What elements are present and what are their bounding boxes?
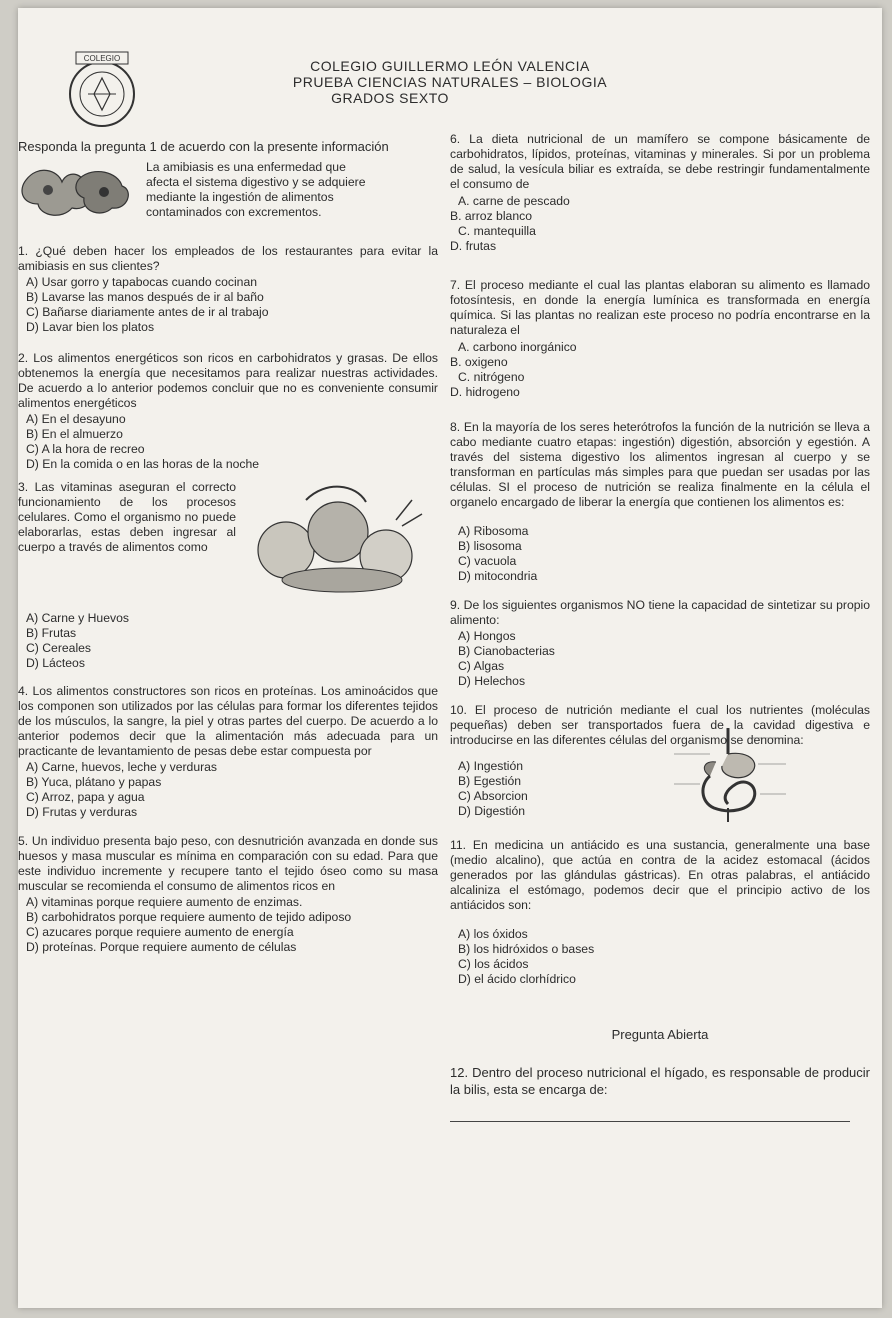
q11-option-b[interactable]: B) los hidróxidos o bases [458,942,595,956]
school-name: COLEGIO GUILLERMO LEÓN VALENCIA [310,58,590,74]
question-10 [450,703,870,824]
q7-option-b[interactable]: B. oxigeno [450,355,508,369]
q5-option-b[interactable]: B) carbohidratos porque requiere aumento de tejido adiposo [26,910,352,924]
question-6 [450,132,870,254]
q5-option-a[interactable]: A) vitaminas porque requiere aumento de enzimas. [26,895,303,909]
q2-option-d[interactable]: D) En la comida o en las horas de la noche [26,457,260,471]
q8-option-b[interactable]: B) lisosoma [458,539,522,553]
q8-option-c[interactable]: C) vacuola [458,554,517,568]
q9-option-c[interactable]: C) Algas [458,659,505,673]
amebiasis-block [18,160,438,222]
q1-option-b[interactable]: B) Lavarse las manos después de ir al baño [26,290,264,304]
question-4 [18,684,438,820]
question-6-text: 6. La dieta nutricional de un mamífero se compone básicamente de carbohidratos, lípidos, proteínas, vitaminas y minerales. Si por un problema de salud, la vesícula biliar es extraída, se debe restringir fundamentalmente el consumo de [450,132,870,191]
fruits-illustration [246,480,432,600]
q5-option-d[interactable]: D) proteínas. Porque requiere aumento de células [26,940,297,954]
q11-option-a[interactable]: A) los óxidos [458,927,528,941]
question-9-text: 9. De los siguientes organismos NO tiene la capacidad de sintetizar su propio alimento: [450,598,870,627]
question-5-text: 5. Un individuo presenta bajo peso, con desnutrición avanzada en donde sus huesos y masa muscular es mínima en comparación con su edad. Para que este individuo incremente y recupere tanto el tejido óseo como su masa muscular se recomienda el consumo de alimentos ricos en [18,834,438,893]
question-11-text: 11. En medicina un antiácido es una sustancia, generalmente una base (medio alcalino), que actúa en contra de la acidez estomacal (ácidos generados por las glándulas gástricas). En otras palabras, el antiácido alcaliniza el estómago, podemos decir que el principio activo de los antiácidos son: [450,838,870,912]
amoeba-illustration [18,160,138,222]
question-3-text: 3. Las vitaminas aseguran el correcto funcionamiento de los procesos celulares. Como el organismo no puede elaborarlas, estas deben ingresar al cuerpo a través de alimentos como [18,480,236,554]
right-column [450,132,870,1122]
q4-option-c[interactable]: C) Arroz, papa y agua [26,790,145,804]
q6-option-d[interactable]: D. frutas [450,239,497,253]
q4-option-d[interactable]: D) Frutas y verduras [26,805,138,819]
question-2 [18,351,438,472]
q5-option-c[interactable]: C) azucares porque requiere aumento de energía [26,925,294,939]
question-9 [450,598,870,689]
question-12-text: 12. Dentro del proceso nutricional el hígado, es responsable de producir la bilis, esta se encarga de: [450,1065,870,1097]
q1-option-a[interactable]: A) Usar gorro y tapabocas cuando cocinan [26,275,258,289]
answer-line[interactable] [450,1120,850,1122]
q8-option-a[interactable]: A) Ribosoma [458,524,529,538]
q7-option-d[interactable]: D. hidrogeno [450,385,520,399]
exam-title: PRUEBA CIENCIAS NATURALES – BIOLOGIA [292,74,608,90]
q10-option-b[interactable]: B) Egestión [458,774,522,788]
q9-option-a[interactable]: A) Hongos [458,629,516,643]
q9-option-b[interactable]: B) Cianobacterias [458,644,555,658]
q3-option-b[interactable]: B) Frutas [26,626,77,640]
q7-option-a[interactable]: A. carbono inorgánico [458,340,577,354]
question-5 [18,834,438,955]
question-8 [450,420,870,584]
q3-option-c[interactable]: C) Cereales [26,641,92,655]
q11-option-c[interactable]: C) los ácidos [458,957,529,971]
q2-option-b[interactable]: B) En el almuerzo [26,427,123,441]
q8-option-d[interactable]: D) mitocondria [458,569,538,583]
q10-option-c[interactable]: C) Absorcion [458,789,528,803]
question-7-text: 7. El proceso mediante el cual las plantas elaboran su alimento es llamado fotosíntesis, en donde la energía lumínica es transformada en energía química. Si las plantas no realizan este proceso no podría encontrarse en la naturaleza el [450,278,870,337]
digestive-system-illustration [670,724,790,824]
open-question-title: Pregunta Abierta [611,1027,709,1042]
question-11 [450,838,870,987]
exam-page [18,8,882,1308]
q3-option-a[interactable]: A) Carne y Huevos [26,611,129,625]
q6-option-c[interactable]: C. mantequilla [458,224,536,238]
instruction-text: Responda la pregunta 1 de acuerdo con la presente información [18,139,389,154]
question-2-text: 2. Los alimentos energéticos son ricos en carbohidratos y grasas. De ellos obtenemos la energía que necesitamos para realizar nuestras actividades. De acuerdo a lo anterior podemos concluir que no es conveniente consumir alimentos energéticos [18,351,438,410]
q9-option-d[interactable]: D) Helechos [458,674,526,688]
q7-option-c[interactable]: C. nitrógeno [458,370,525,384]
question-8-text: 8. En la mayoría de los seres heterótrofos la función de la nutrición se lleva a cabo mediante cuatro etapas: ingestión) digestión, absorción y egestión. A través del sistema digestivo los alimentos ingresan al cuerpo y se transforman en partículas más simples para que puedan ser usadas por las células. SI el proceso de nutrición se realiza finalmente en la célula el organelo encargado de liberar la energía que contienen los alimentos es: [450,420,870,509]
q2-option-c[interactable]: C) A la hora de recreo [26,442,145,456]
q6-option-b[interactable]: B. arroz blanco [450,209,532,223]
q1-option-c[interactable]: C) Bañarse diariamente antes de ir al trabajo [26,305,269,319]
question-1 [18,244,438,335]
question-10-text: 10. El proceso de nutrición mediante el cual los nutrientes (moléculas pequeñas) deben ser transportados fuera de la cavidad digestiva e introducirse en las diferentes células del organismo se denomina: [450,703,870,747]
q6-option-a[interactable]: A. carne de pescado [458,194,570,208]
logo-banner-text: COLEGIO [83,54,121,63]
question-4-text: 4. Los alimentos constructores son ricos en proteínas. Los aminoácidos que los componen son utilizados por las células para formar los diferentes tejidos de los músculos, la sangre, la piel y otras partes del cuerpo. De acuerdo a lo anterior podemos decir que la alimentación más adecuada para un practicante de levantamiento de pesas debe estar compuesta por [18,684,438,758]
q4-option-b[interactable]: B) Yuca, plátano y papas [26,775,162,789]
q4-option-a[interactable]: A) Carne, huevos, leche y verduras [26,760,218,774]
q11-option-d[interactable]: D) el ácido clorhídrico [458,972,576,986]
q2-option-a[interactable]: A) En el desayuno [26,412,126,426]
question-7 [450,278,870,400]
question-12 [450,1064,870,1122]
q10-option-a[interactable]: A) Ingestión [458,759,524,773]
left-column [18,140,438,955]
q10-option-d[interactable]: D) Digestión [458,804,526,818]
question-3 [18,480,438,684]
grade-label: GRADOS SEXTO [331,90,449,106]
q3-option-d[interactable]: D) Lácteos [26,656,85,670]
q1-option-d[interactable]: D) Lavar bien los platos [26,320,155,334]
amebiasis-text: La amibiasis es una enfermedad que afecta el sistema digestivo y se adquiere mediante la ingestión de alimentos contaminados con excrementos. [146,160,366,219]
question-1-text: 1. ¿Qué deben hacer los empleados de los restaurantes para evitar la amibiasis en sus clientes? [18,244,438,273]
